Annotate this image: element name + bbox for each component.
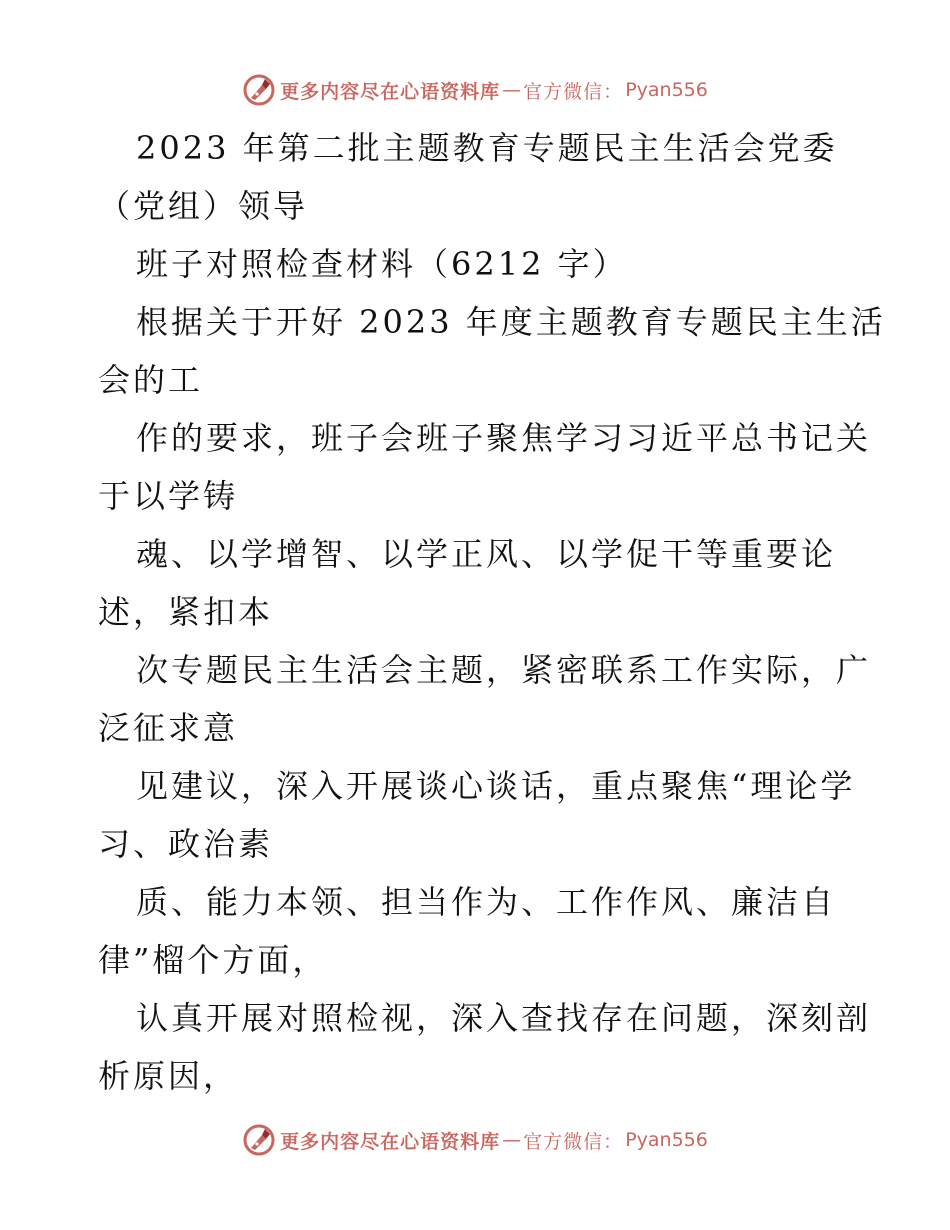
pen-nib-circle-icon	[242, 73, 276, 107]
title-line-3: 班子对照检查材料（6212 字）	[136, 245, 628, 283]
paragraph-line: 次专题民主生活会主题，紧密联系工作实际，广	[136, 651, 872, 689]
watermark-brand-text: 更多内容尽在心语资料库	[280, 1130, 501, 1153]
paragraph-line: 述，紧扣本	[98, 593, 274, 631]
title-line-1: 2023 年第二批主题教育专题民主生活会党委	[136, 129, 838, 167]
title-line-2: （党组）领导	[98, 187, 309, 225]
watermark-label: 官方微信：	[523, 1130, 624, 1153]
pen-nib-circle-icon	[242, 1123, 276, 1157]
footer-watermark	[0, 1120, 950, 1160]
watermark-dash: —	[502, 79, 522, 101]
paragraph-line: 认真开展对照检视，深入查找存在问题，深刻剖	[136, 999, 872, 1037]
paragraph-line: 会的工	[98, 361, 204, 399]
paragraph-line: 习、政治素	[98, 825, 274, 863]
paragraph-line: 质、能力本领、担当作为、工作作风、廉洁自	[136, 883, 837, 921]
paragraph-line: 律”榴个方面，	[98, 941, 328, 979]
paragraph-line: 析原因，	[98, 1057, 239, 1095]
paragraph-line: 于以学铸	[98, 477, 239, 515]
paragraph-line: 根据关于开好 2023 年度主题教育专题民主生活	[136, 303, 886, 341]
watermark-dash: —	[502, 1129, 522, 1151]
watermark-brand-text: 更多内容尽在心语资料库	[280, 80, 501, 103]
paragraph-line: 魂、以学增智、以学正风、以学促干等重要论	[136, 535, 837, 573]
watermark-wechat-id: Pyan556	[625, 79, 708, 101]
header-watermark	[0, 70, 950, 110]
paragraph-line: 作的要求，班子会班子聚焦学习习近平总书记关	[136, 419, 872, 457]
watermark-label: 官方微信：	[523, 80, 624, 103]
paragraph-line: 见建议，深入开展谈心谈话，重点聚焦“理论学	[136, 767, 856, 805]
watermark-wechat-id: Pyan556	[625, 1129, 708, 1151]
paragraph-line: 泛征求意	[98, 709, 239, 747]
